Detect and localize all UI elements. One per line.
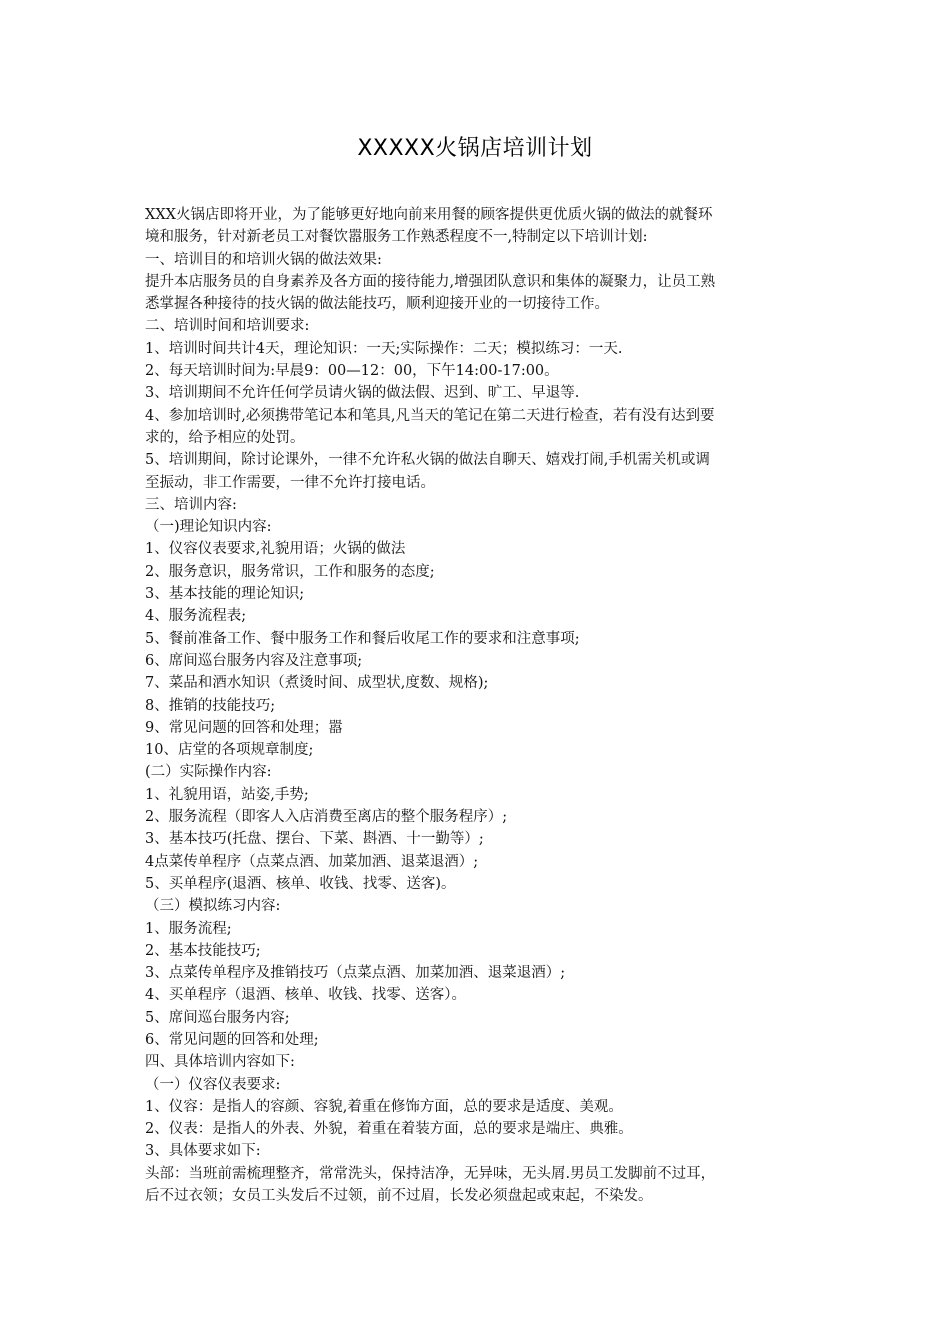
text-line: 5、席间巡台服务内容; <box>145 1009 290 1026</box>
text-line: 一、培训目的和培训火锅的做法效果: <box>145 251 382 268</box>
text-line: 4、参加培训时,必须携带笔记本和笔具,凡当天的笔记在第二天进行检查，若有没有达到要 <box>145 407 715 424</box>
text-line: 4、服务流程表; <box>145 608 247 625</box>
text-line: 1、仪容：是指人的容颜、容貌,着重在修饰方面，总的要求是适度、美观。 <box>145 1098 623 1115</box>
text-line: 境和服务，针对新老员工对餐饮嚣服务工作熟悉程度不一,特制定以下培训计划: <box>145 229 648 246</box>
text-line: 3、基本技巧(托盘、摆台、下菜、斟酒、十一勤等）; <box>145 831 484 848</box>
text-line: （一）仪容仪表要求: <box>145 1076 281 1093</box>
text-line: 1、礼貌用语，站姿,手势; <box>145 786 309 803</box>
document-body <box>145 204 811 1207</box>
text-line: 3、点菜传单程序及推销技巧（点菜点酒、加菜加酒、退菜退酒）; <box>145 965 566 982</box>
text-line: （一)理论知识内容: <box>145 519 272 536</box>
text-line: 1、服务流程; <box>145 920 232 937</box>
text-line: 悉掌握各种接待的技火锅的做法能技巧，顺利迎接开业的一切接待工作。 <box>145 296 609 313</box>
text-line: 5、餐前准备工作、餐中服务工作和餐后收尾工作的要求和注意事项; <box>145 630 580 647</box>
text-line: 2、服务流程（即客人入店消费至离店的整个服务程序）; <box>145 809 508 826</box>
text-line: 2、基本技能技巧; <box>145 942 261 959</box>
text-line: 8、推销的技能技巧; <box>145 697 276 714</box>
text-line: 9、常见问题的回答和处理；嚣 <box>145 719 343 736</box>
text-line: 1、培训时间共计4天，理论知识：一天;实际操作：二天；模拟练习：一天. <box>145 340 623 357</box>
text-line: 10、店堂的各项规章制度; <box>145 742 314 759</box>
text-line: 求的，给予相应的处罚。 <box>145 429 305 446</box>
text-line: 2、服务意识，服务常识，工作和服务的态度; <box>145 563 435 580</box>
text-line: (二）实际操作内容: <box>145 764 272 781</box>
text-line: 提升本店服务员的自身素养及各方面的接待能力,增强团队意识和集体的凝聚力，让员工熟 <box>145 273 716 290</box>
text-line: 5、买单程序(退酒、核单、收钱、找零、送客)。 <box>145 875 456 892</box>
text-line: 至振动，非工作需要，一律不允许打接电话。 <box>145 474 435 491</box>
text-line: XXX火锅店即将开业，为了能够更好地向前来用餐的顾客提供更优质火锅的做法的就餐环 <box>145 207 713 223</box>
text-line: 2、仪表：是指人的外表、外貌，着重在着装方面，总的要求是端庄、典雅。 <box>145 1121 633 1138</box>
text-line: 7、菜品和酒水知识（煮烫时间、成型状,度数、规格); <box>145 675 489 692</box>
text-line: 头部：当班前需梳理整齐，常常洗头，保持洁净，无异味，无头屑.男员工发脚前不过耳， <box>145 1165 716 1182</box>
text-line: 3、基本技能的理论知识; <box>145 586 305 603</box>
document-title: XXXXX火锅店培训计划 <box>357 136 593 161</box>
text-line: 二、培训时间和培训要求: <box>145 318 310 335</box>
text-line: 3、培训期间不允许任何学员请火锅的做法假、迟到、旷工、早退等. <box>145 385 580 402</box>
text-line: 6、常见问题的回答和处理; <box>145 1031 319 1048</box>
text-line: 四、具体培训内容如下: <box>145 1054 295 1071</box>
text-line: 后不过衣领；女员工头发后不过领，前不过眉，长发必须盘起或束起，不染发。 <box>145 1188 653 1205</box>
text-line: 1、仪容仪表要求,礼貌用语；火锅的做法 <box>145 541 406 558</box>
text-line: 4、买单程序（退酒、核单、收钱、找零、送客）。 <box>145 987 466 1004</box>
text-line: 三、培训内容: <box>145 496 237 513</box>
text-line: （三）模拟练习内容: <box>145 898 281 915</box>
text-line: 3、具体要求如下: <box>145 1143 261 1160</box>
text-line: 2、每天培训时间为:早晨9：00—12：00，下午14:00-17:00。 <box>145 363 559 380</box>
text-line: 4点菜传单程序（点菜点酒、加菜加酒、退菜退酒）; <box>145 853 479 870</box>
text-line: 6、席间巡台服务内容及注意事项; <box>145 652 363 669</box>
text-line: 5、培训期间，除讨论课外，一律不允许私火锅的做法自聊天、嬉戏打闹,手机需关机或调 <box>145 452 710 469</box>
